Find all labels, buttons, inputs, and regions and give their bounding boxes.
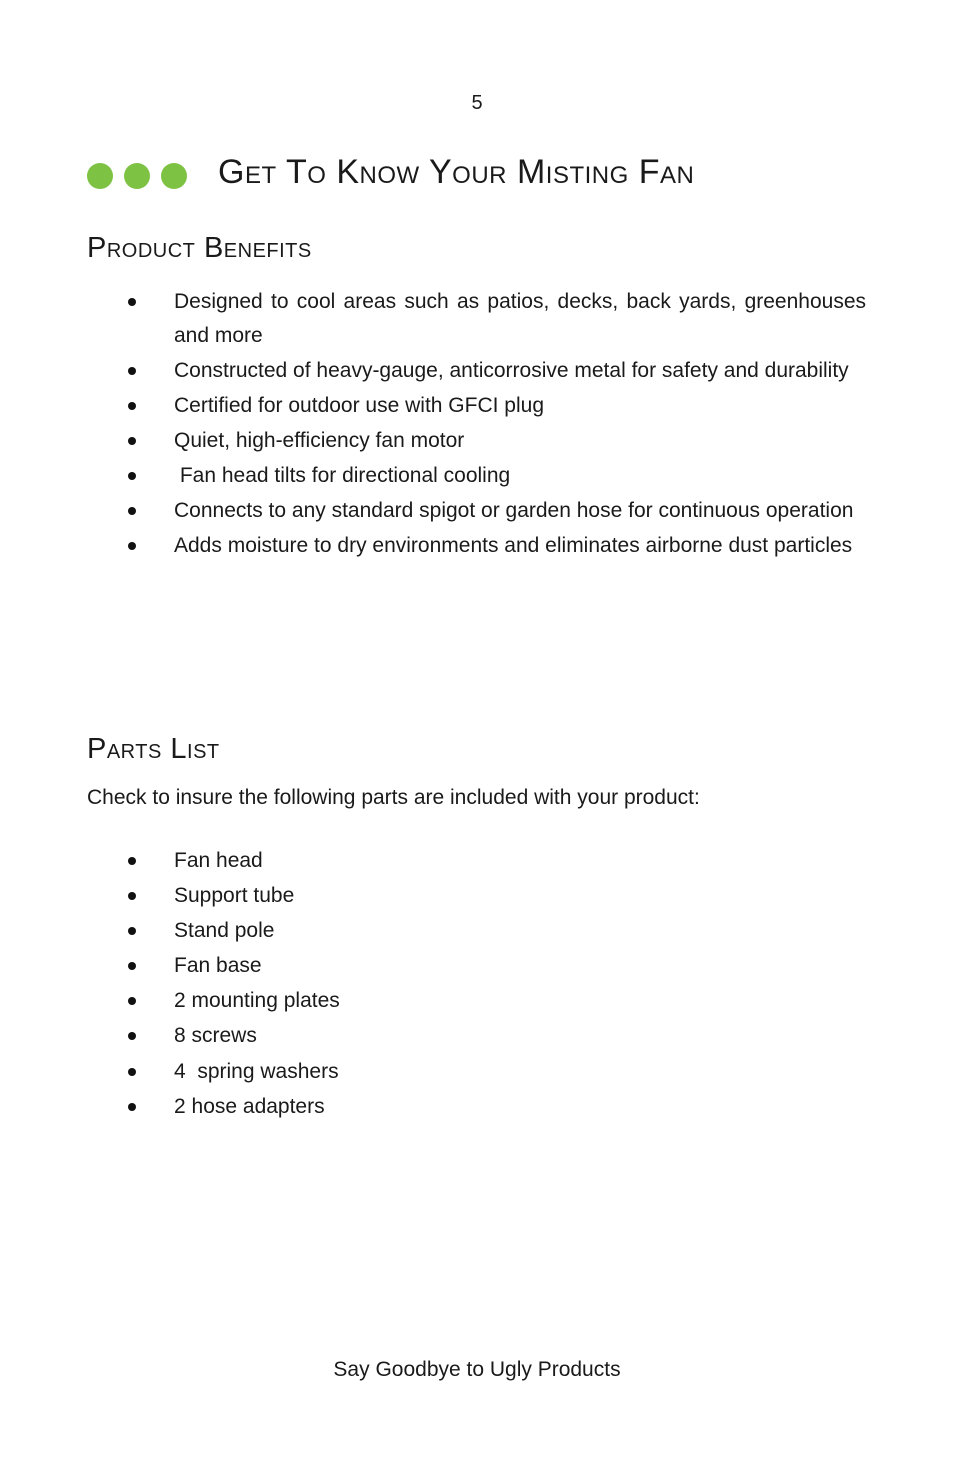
bullet-icon — [128, 472, 136, 480]
bullet-icon — [128, 927, 136, 935]
list-item: Quiet, high-efficiency fan motor — [87, 424, 866, 458]
bullet-icon — [128, 857, 136, 865]
bullet-icon — [128, 367, 136, 375]
page-number: 5 — [471, 92, 483, 114]
footer-tagline: Say Goodbye to Ugly Products — [333, 1358, 621, 1381]
bullet-icon — [128, 997, 136, 1005]
list-item: Connects to any standard spigot or garden hose for continuous operation — [87, 494, 866, 528]
parts-list — [87, 844, 866, 1125]
list-item: Fan base — [87, 949, 866, 983]
bullet-icon — [128, 437, 136, 445]
decorative-dots — [87, 163, 198, 189]
list-item: 2 mounting plates — [87, 984, 866, 1018]
benefits-list — [87, 285, 866, 564]
list-item: Support tube — [87, 879, 866, 913]
bullet-icon — [128, 402, 136, 410]
list-item: Adds moisture to dry environments and eliminates airborne dust particles — [87, 529, 866, 563]
list-item: 2 hose adapters — [87, 1090, 866, 1124]
list-item: Constructed of heavy-gauge, anticorrosive metal for safety and durability — [87, 354, 866, 388]
bullet-icon — [128, 1103, 136, 1111]
green-dot-icon — [124, 163, 150, 189]
list-item: Stand pole — [87, 914, 866, 948]
green-dot-icon — [87, 163, 113, 189]
list-item: 8 screws — [87, 1019, 866, 1053]
list-item: 4 spring washers — [87, 1055, 866, 1089]
list-item: Designed to cool areas such as patios, decks, back yards, greenhouses and more — [87, 285, 866, 352]
list-item: Fan head — [87, 844, 866, 878]
parts-list-heading: Parts List — [87, 733, 220, 765]
bullet-icon — [128, 1032, 136, 1040]
bullet-icon — [128, 962, 136, 970]
product-benefits-heading: Product Benefits — [87, 232, 312, 264]
page-title-row — [87, 150, 694, 194]
green-dot-icon — [161, 163, 187, 189]
parts-intro-text: Check to insure the following parts are included with your product: — [87, 786, 700, 809]
list-item: Certified for outdoor use with GFCI plug — [87, 389, 866, 423]
page-title: Get To Know Your Misting Fan — [218, 152, 695, 191]
bullet-icon — [128, 298, 136, 306]
bullet-icon — [128, 542, 136, 550]
bullet-icon — [128, 892, 136, 900]
list-item: Fan head tilts for directional cooling — [87, 459, 866, 493]
bullet-icon — [128, 1068, 136, 1076]
bullet-icon — [128, 507, 136, 515]
